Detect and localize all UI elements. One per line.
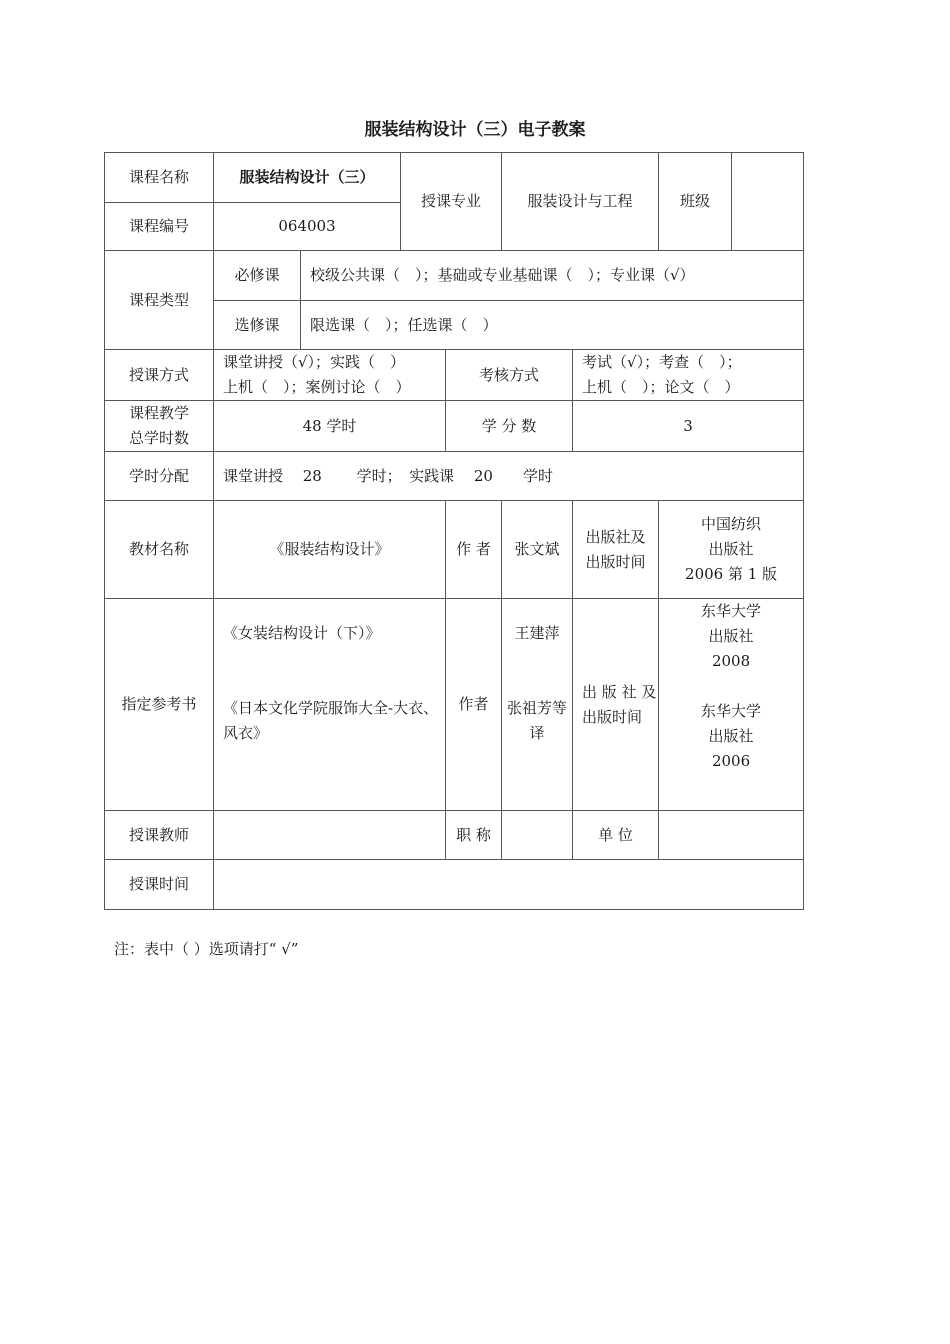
publisher-label xyxy=(573,501,659,599)
teaching-mode-line-1: 课堂讲授（√）；实践（ ） xyxy=(223,353,406,371)
major-value: 服装设计与工程 xyxy=(502,153,659,251)
lesson-plan-table xyxy=(104,152,804,910)
course-type-label: 课程类型 xyxy=(105,251,214,350)
total-hours-label-line-2: 总学时数 xyxy=(128,429,189,447)
reference-publisher-1-line-1: 东华大学 xyxy=(701,602,762,620)
job-title-value xyxy=(502,811,573,860)
publisher-label-line-1: 出版社及 xyxy=(585,527,646,546)
teaching-time-value xyxy=(214,860,804,910)
major-label: 授课专业 xyxy=(401,153,502,251)
elective-label: 选修课 xyxy=(214,301,301,350)
required-label: 必修课 xyxy=(214,251,301,301)
reference-author-2-line-2: 译 xyxy=(529,724,545,742)
teaching-mode-line-2: 上机（ ）；案例讨论（ ） xyxy=(223,378,411,396)
course-code-label: 课程编号 xyxy=(105,203,214,251)
textbook-author: 张文斌 xyxy=(502,501,573,599)
reference-publisher-2-line-3: 2006 xyxy=(711,752,751,770)
reference-publishers xyxy=(659,599,804,811)
textbook-value: 《服装结构设计》 xyxy=(214,501,446,599)
job-title-label: 职 称 xyxy=(446,811,502,860)
teaching-mode-value xyxy=(214,350,446,401)
reference-book-2: 《日本文化学院服饰大全-大衣、风衣》 xyxy=(223,699,439,742)
textbook-publisher-line-1: 中国纺织 xyxy=(701,515,762,533)
reference-publisher-label-line-1: 出 版 社 及 xyxy=(582,682,657,701)
reference-publisher-1-line-3: 2008 xyxy=(711,652,751,670)
course-name-value: 服装结构设计（三） xyxy=(214,153,401,203)
teaching-mode-label: 授课方式 xyxy=(105,350,214,401)
reference-author-1: 王建萍 xyxy=(514,624,560,642)
reference-author-label: 作者 xyxy=(446,599,502,811)
total-hours-label xyxy=(105,401,214,452)
class-value xyxy=(732,153,804,251)
reference-publisher-label-line-2: 出版时间 xyxy=(582,707,643,726)
author-label: 作 者 xyxy=(446,501,502,599)
reference-books-label: 指定参考书 xyxy=(105,599,214,811)
assessment-value xyxy=(573,350,804,401)
elective-options: 限选课（ ）；任选课（ ） xyxy=(301,301,804,350)
document-title: 服装结构设计（三）电子教案 xyxy=(364,120,586,140)
textbook-label: 教材名称 xyxy=(105,501,214,599)
reference-book-1: 《女装结构设计（下）》 xyxy=(223,624,381,642)
unit-value xyxy=(659,811,804,860)
reference-publisher-label xyxy=(573,599,659,811)
total-hours-value: 48 学时 xyxy=(214,401,446,452)
teaching-time-label: 授课时间 xyxy=(105,860,214,910)
teacher-value xyxy=(214,811,446,860)
credits-value: 3 xyxy=(573,401,804,452)
reference-author-2-line-1: 张祖芳等 xyxy=(507,699,568,717)
footnote: 注：表中（ ）选项请打“ √” xyxy=(114,940,299,958)
reference-books-value xyxy=(214,599,446,811)
reference-publisher-2-line-2: 出版社 xyxy=(708,727,754,745)
reference-authors xyxy=(502,599,573,811)
reference-publisher-1-line-2: 出版社 xyxy=(708,627,754,645)
credits-label: 学 分 数 xyxy=(446,401,573,452)
assessment-label: 考核方式 xyxy=(446,350,573,401)
unit-label: 单 位 xyxy=(573,811,659,860)
required-options: 校级公共课（ ）；基础或专业基础课（ ）；专业课（√） xyxy=(301,251,804,301)
total-hours-label-line-1: 课程教学 xyxy=(128,404,189,422)
course-code-value: 064003 xyxy=(214,203,401,251)
class-label: 班级 xyxy=(659,153,732,251)
assessment-line-1: 考试（√）；考查（ ）； xyxy=(582,353,742,371)
reference-publisher-2-line-1: 东华大学 xyxy=(701,702,762,720)
course-name-label: 课程名称 xyxy=(105,153,214,203)
hours-split-value: 课堂讲授 28 学时； 实践课 20 学时 xyxy=(214,452,804,501)
publisher-label-line-2: 出版时间 xyxy=(585,552,646,571)
textbook-publisher xyxy=(659,501,804,599)
textbook-publisher-line-3: 2006 第 1 版 xyxy=(685,565,778,583)
textbook-publisher-line-2: 出版社 xyxy=(708,540,754,558)
hours-split-label: 学时分配 xyxy=(105,452,214,501)
assessment-line-2: 上机（ ）；论文（ ） xyxy=(582,378,740,396)
teacher-label: 授课教师 xyxy=(105,811,214,860)
